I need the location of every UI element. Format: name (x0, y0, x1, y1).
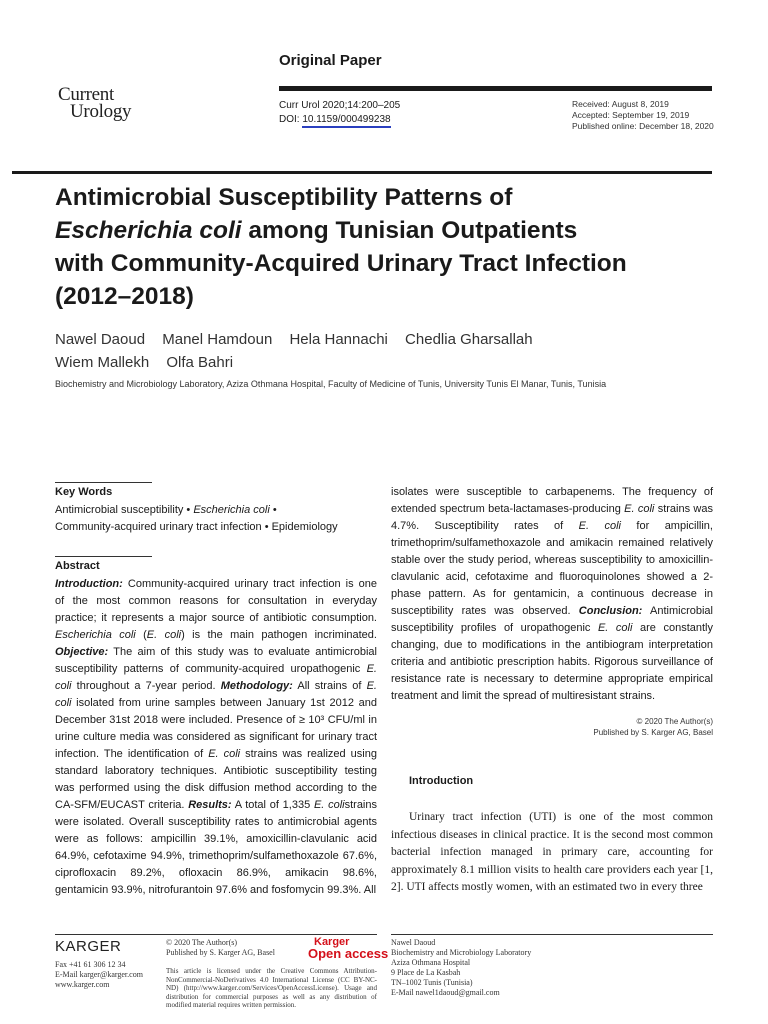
title-rule (12, 171, 712, 174)
dates-block (572, 99, 714, 132)
abstract-heading: Abstract (55, 560, 100, 572)
author: Manel Hamdoun (162, 331, 273, 348)
publisher-email[interactable]: E-Mail karger@karger.com (55, 970, 143, 979)
doi-link[interactable]: 10.1159/000499238 (302, 114, 390, 128)
publisher-website[interactable]: www.karger.com (55, 980, 110, 989)
karger-logo: KARGER (55, 938, 122, 955)
fax: Fax +41 61 306 12 34 (55, 960, 126, 969)
introduction-heading: Introduction (409, 775, 474, 787)
abstract-rule (55, 556, 152, 557)
author: Hela Hannachi (289, 331, 388, 348)
title-line2: Escherichia coli among Tunisian Outpatients (55, 217, 578, 244)
keywords-rule (55, 482, 152, 483)
license-text: This article is licensed under the Creative Commons Attribution-NonCommercial-NoDerivatives 4.0 International License (CC BY-NC-ND) (http://www.karger.com/Services/OpenAccessLicense). Usage and distribution for commercial purposes as well as any distribution of modified material requires written permission. (166, 967, 377, 1010)
open-access-logo: Karger Open access (308, 936, 389, 961)
footer-rule-left (55, 934, 377, 935)
abstract-text-left: Introduction: Community-acquired urinary tract infection is one of the most common reasons for consultation in everyday practice; it represents a major source of antibiotic consumption. Escherichia coli (E. coli) is the main pathogen incriminated. Objective: The aim of this study was to evaluate antimicrobial susceptibility patterns of community-acquired uropathogenic E. coli throughout a 7-year period. Methodology: All strains of E. coli isolated from urine samples between January 1st 2012 and December 31st 2018 were included. Presence of ≥ 10³ CFU/ml in urine culture media was considered as significant for urinary tract infection. The identification of E. coli strains was realized using standard laboratory techniques. Antibiotic susceptibility testing was performed using the disk diffusion method according to the CA-SFM/EUCAST criteria. Results: A total of 1,335 E. colistrains were isolated. Overall susceptibility rates to antimicrobial agents were as follows: ampicillin 39.1%, amoxicillin-clavulanic acid 64.9%, cefotaxime 94.9%, trimethoprim/sulfamethoxazole 67.6%, ciprofloxacin 89.2%, ofloxacin 86.9%, amikacin 98.6%, gentamicin 93.9%, nitrofurantoin 97.6% and fosfomycin 99.3%. All (55, 578, 377, 896)
doi-label: DOI: (279, 114, 300, 125)
logo-line1: Current (58, 84, 114, 105)
keywords-list: Antimicrobial susceptibility • Escherichia coli • Community-acquired urinary tract infection • Epidemiology (55, 504, 338, 533)
footer-copyright: © 2020 The Author(s) Published by S. Karger AG, Basel (166, 938, 275, 957)
title-species: Escherichia coli (55, 217, 242, 244)
author-list (55, 328, 715, 374)
abstract-copyright: © 2020 The Author(s) Published by S. Karger AG, Basel (593, 717, 713, 737)
paper-title (55, 181, 735, 313)
footer-rule-right (391, 934, 713, 935)
doi-line (279, 113, 400, 127)
abstract-text-right: isolates were susceptible to carbapenems. The frequency of extended spectrum beta-lactamases-producing E. coli strains was 4.7%. Susceptibility rates of E. coli for ampicillin, trimethoprim/sulfamethoxazole and amikacin remained relatively stable over the study period, whereas susceptibility to amoxicillin-clavulanic acid, cefotaxime and fluoroquinolones showed a 2-phase pattern. As for gentamicin, a continuous decrease in susceptibility rates was observed. Conclusion: Antimicrobial susceptibility profiles of uropathogenic E. coli are constantly changing, due to modifications in the antibiogram interpretation criteria and antibiotic prescription habits. Rigorous surveillance of resistance rate is necessary to determine appropriate empirical treatment and limit the spread of multiresistant strains. (391, 486, 713, 702)
corresponding-author: Nawel Daoud Biochemistry and Microbiology Laboratory Aziza Othmana Hospital 9 Place de La Kasbah TN–1002 Tunis (Tunisia) E-Mail nawel1daoud@gmail.com (391, 938, 532, 997)
paper-type: Original Paper (279, 52, 382, 69)
citation-block (279, 99, 400, 127)
corresponding-email[interactable]: E-Mail nawel1daoud@gmail.com (391, 988, 500, 997)
title-line4: (2012–2018) (55, 283, 194, 310)
author: Chedlia Gharsallah (405, 331, 533, 348)
journal-logo (58, 86, 131, 120)
author: Olfa Bahri (166, 354, 234, 371)
publisher-contact (55, 960, 143, 990)
journal-citation: Curr Urol 2020;14:200–205 (279, 100, 401, 111)
published-date: Published online: December 18, 2020 (572, 121, 714, 131)
logo-line2: Urology (70, 101, 132, 122)
header-rule (279, 86, 712, 91)
keywords-heading: Key Words (55, 486, 113, 498)
title-line1: Antimicrobial Susceptibility Patterns of (55, 184, 513, 211)
introduction-text: Urinary tract infection (UTI) is one of the most common infectious diseases in clinical practice. It is the second most common bacterial infection managed in primary care, accounting for approximately 8.1 million visits to health care providers each year [1, 2]. UTI affects mostly women, with an estimated two in every three (391, 811, 713, 893)
author: Nawel Daoud (55, 331, 146, 348)
title-line3: with Community-Acquired Urinary Tract Infection (55, 250, 627, 277)
accepted-date: Accepted: September 19, 2019 (572, 110, 690, 120)
affiliation: Biochemistry and Microbiology Laboratory, Aziza Othmana Hospital, Faculty of Medicine of Tunis, University Tunis El Manar, Tunis, Tunisia (55, 379, 607, 389)
received-date: Received: August 8, 2019 (572, 99, 669, 109)
author: Wiem Mallekh (55, 354, 150, 371)
